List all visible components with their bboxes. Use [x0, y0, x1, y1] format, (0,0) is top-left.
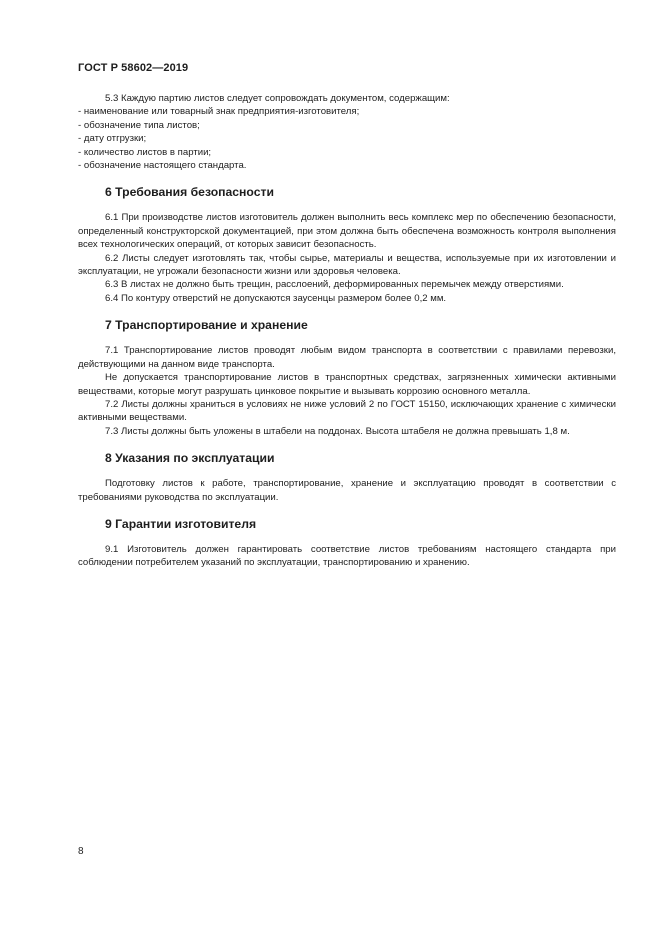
paragraph-7-2: 7.2 Листы должны храниться в условиях не ниже условий 2 по ГОСТ 15150, исключающих хранение с химически активными веществами. [78, 398, 616, 424]
paragraph-6-3: 6.3 В листах не должно быть трещин, расслоений, деформированных перемычек между отверстиями. [105, 279, 564, 291]
section-9-title: 9 Гарантии изготовителя [105, 516, 257, 531]
list-item: - наименование или товарный знак предприятия-изготовителя; [78, 106, 360, 118]
list-item: - обозначение настоящего стандарта. [78, 160, 247, 172]
section-6-title: 6 Требования безопасности [105, 185, 274, 200]
section-7-title: 7 Транспортирование и хранение [105, 318, 308, 333]
paragraph-7-1-continued: Не допускается транспортирование листов в транспортных средствах, загрязненных химически активными веществами, которые могут разрушать цинковое покрытие и вызывать коррозию основного металла. [78, 372, 616, 397]
paragraph-8: Подготовку листов к работе, транспортирование, хранение и эксплуатацию проводят в соответствии с требованиями руководства по эксплуатации. [78, 478, 616, 503]
paragraph-7-1: 7.1 Транспортирование листов проводят любым видом транспорта в соответствии с правилами перевозки, действующими на данном виде транспорта. [78, 345, 616, 370]
paragraph-5-3: 5.3 Каждую партию листов следует сопровождать документом, содержащим: [105, 93, 450, 104]
list-item: - дату отгрузки; [78, 133, 147, 145]
paragraph-6-1: 6.1 При производстве листов изготовитель должен выполнить весь комплекс мер по обеспечению безопасности, определенный конструкторской документацией, при этом должна быть обеспечена возможность контроля выполнения всех технологических операций, от которых зависит безопасность. [78, 212, 616, 251]
paragraph-6-4: 6.4 По контуру отверстий не допускаются заусенцы размером более 0,2 мм. [105, 292, 447, 304]
document-body [78, 92, 616, 570]
document-header: ГОСТ Р 58602—2019 [78, 62, 189, 74]
list-item: - количество листов в партии; [78, 146, 212, 158]
section-8-title: 8 Указания по эксплуатации [105, 451, 275, 466]
paragraph-7-3: 7.3 Листы должны быть уложены в штабели на поддонах. Высота штабеля не должна превышать 1,8 м. [105, 425, 570, 437]
page-number: 8 [78, 846, 84, 857]
paragraph-9-1: 9.1 Изготовитель должен гарантировать соответствие листов требованиям настоящего стандарта при соблюдении потребителем указаний по эксплуатации, транспортированию и хранению. [78, 543, 616, 569]
paragraph-6-2: 6.2 Листы следует изготовлять так, чтобы сырье, материалы и вещества, используемые при их изготовлении и эксплуатации, не угрожали безопасности жизни или здоровья человека. [78, 252, 616, 278]
list-item: - обозначение типа листов; [78, 119, 200, 131]
